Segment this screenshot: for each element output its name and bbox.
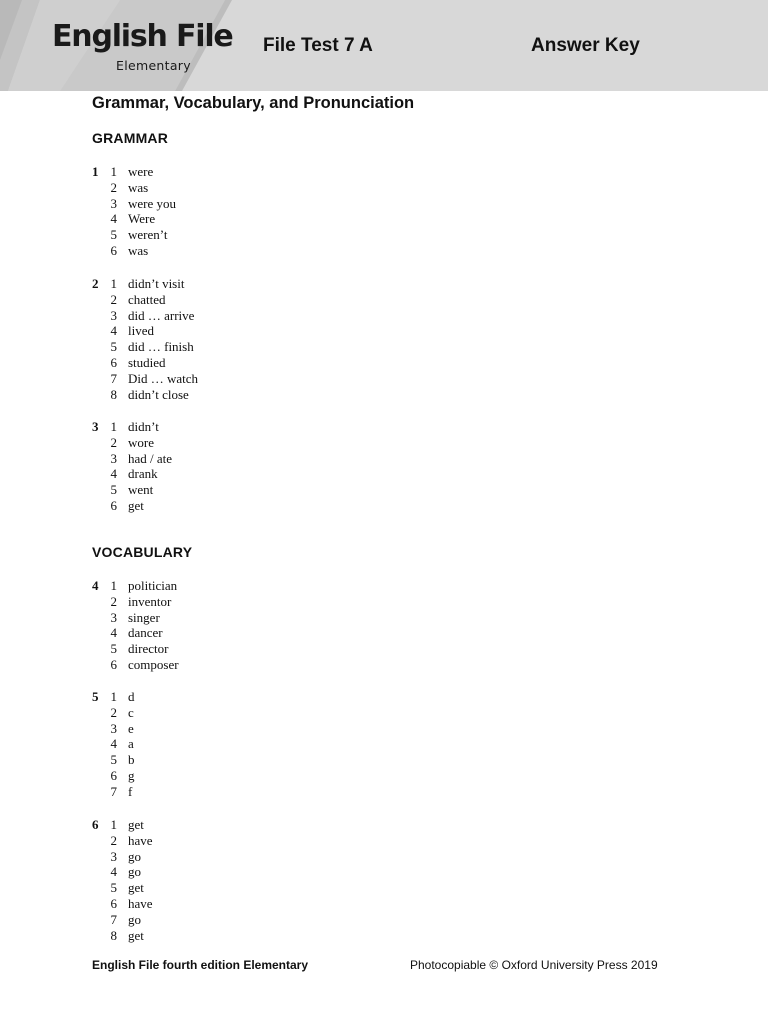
- answer-text: did … finish: [128, 339, 194, 355]
- answer-text: g: [128, 767, 135, 783]
- item-number: 3: [110, 307, 117, 323]
- item-number: 5: [110, 752, 117, 768]
- exercise-number: 3: [92, 419, 99, 434]
- item-number: 6: [110, 895, 117, 911]
- answer-text: get: [128, 880, 144, 896]
- item-number: 8: [110, 386, 117, 402]
- item-number: 2: [110, 291, 117, 307]
- item-number: 1: [110, 689, 117, 704]
- item-number: 3: [110, 848, 117, 864]
- exercise-number: 2: [92, 276, 99, 291]
- item-number: 3: [110, 609, 117, 625]
- answer-text: wore: [128, 434, 154, 450]
- answer-text: a: [128, 736, 134, 752]
- answer-key-label: Answer Key: [531, 35, 640, 56]
- item-number: 6: [110, 242, 117, 258]
- answer-text: weren’t: [128, 227, 168, 243]
- item-number: 1: [110, 419, 117, 434]
- item-number: 3: [110, 720, 117, 736]
- item-number: 1: [110, 276, 117, 291]
- answer-text: went: [128, 482, 154, 498]
- item-number: 7: [110, 783, 117, 799]
- test-title: File Test 7 A: [263, 35, 373, 56]
- answer-text: get: [128, 497, 144, 513]
- vocabulary-heading: VOCABULARY: [92, 544, 193, 560]
- item-number: 5: [110, 339, 117, 355]
- answer-text: were you: [128, 195, 177, 211]
- answer-text: chatted: [128, 291, 166, 307]
- item-number: 4: [110, 466, 117, 482]
- item-number: 1: [110, 578, 117, 593]
- answer-text: didn’t visit: [128, 276, 185, 291]
- section-title: Grammar, Vocabulary, and Pronunciation: [92, 94, 415, 112]
- page-header: [0, 0, 768, 91]
- answer-text: have: [128, 832, 153, 848]
- answer-text: didn’t close: [128, 386, 189, 402]
- answer-text: go: [128, 911, 141, 927]
- answer-text: Were: [128, 211, 156, 227]
- answer-text: were: [128, 164, 154, 179]
- answer-text: Did … watch: [128, 370, 199, 386]
- exercise-number: 5: [92, 689, 99, 704]
- answer-text: director: [128, 641, 169, 657]
- answer-text: have: [128, 895, 153, 911]
- answer-text: was: [128, 242, 149, 258]
- item-number: 2: [110, 179, 117, 195]
- item-number: 4: [110, 323, 117, 339]
- answer-text: c: [128, 704, 134, 720]
- answer-text: d: [128, 689, 135, 704]
- answer-text: studied: [128, 354, 166, 370]
- answer-text: e: [128, 720, 134, 736]
- answer-text: lived: [128, 323, 154, 339]
- item-number: 4: [110, 736, 117, 752]
- grammar-heading: GRAMMAR: [92, 130, 169, 146]
- answer-text: go: [128, 848, 141, 864]
- answer-text: did … arrive: [128, 307, 195, 323]
- item-number: 2: [110, 832, 117, 848]
- item-number: 3: [110, 195, 117, 211]
- exercise-number: 1: [92, 164, 99, 179]
- answer-text: get: [128, 817, 144, 832]
- answer-text: go: [128, 864, 141, 880]
- exercise-number: 6: [92, 817, 99, 832]
- answer-text: dancer: [128, 625, 163, 641]
- item-number: 4: [110, 625, 117, 641]
- item-number: 2: [110, 434, 117, 450]
- answer-text: get: [128, 927, 144, 943]
- answer-text: politician: [128, 578, 178, 593]
- item-number: 6: [110, 354, 117, 370]
- item-number: 6: [110, 656, 117, 672]
- answer-text: drank: [128, 466, 158, 482]
- item-number: 5: [110, 880, 117, 896]
- item-number: 2: [110, 593, 117, 609]
- answer-text: was: [128, 179, 149, 195]
- footer-edition: English File fourth edition Elementary: [92, 958, 309, 972]
- answer-text: inventor: [128, 593, 172, 609]
- answer-text: composer: [128, 656, 179, 672]
- footer-copyright: Photocopiable © Oxford University Press 2019: [410, 958, 658, 972]
- item-number: 6: [110, 497, 117, 513]
- answer-text: f: [128, 783, 133, 799]
- item-number: 6: [110, 767, 117, 783]
- item-number: 8: [110, 927, 117, 943]
- item-number: 5: [110, 227, 117, 243]
- item-number: 3: [110, 450, 117, 466]
- item-number: 5: [110, 641, 117, 657]
- item-number: 7: [110, 370, 117, 386]
- item-number: 7: [110, 911, 117, 927]
- logo-title: English File: [52, 19, 233, 54]
- answer-text: had / ate: [128, 450, 173, 466]
- item-number: 1: [110, 817, 117, 832]
- item-number: 4: [110, 864, 117, 880]
- item-number: 5: [110, 482, 117, 498]
- answer-text: b: [128, 752, 135, 768]
- item-number: 1: [110, 164, 117, 179]
- item-number: 4: [110, 211, 117, 227]
- exercise-number: 4: [92, 578, 99, 593]
- item-number: 2: [110, 704, 117, 720]
- answer-text: singer: [128, 609, 160, 625]
- logo-subtitle: Elementary: [116, 58, 191, 73]
- answer-text: didn’t: [128, 419, 159, 434]
